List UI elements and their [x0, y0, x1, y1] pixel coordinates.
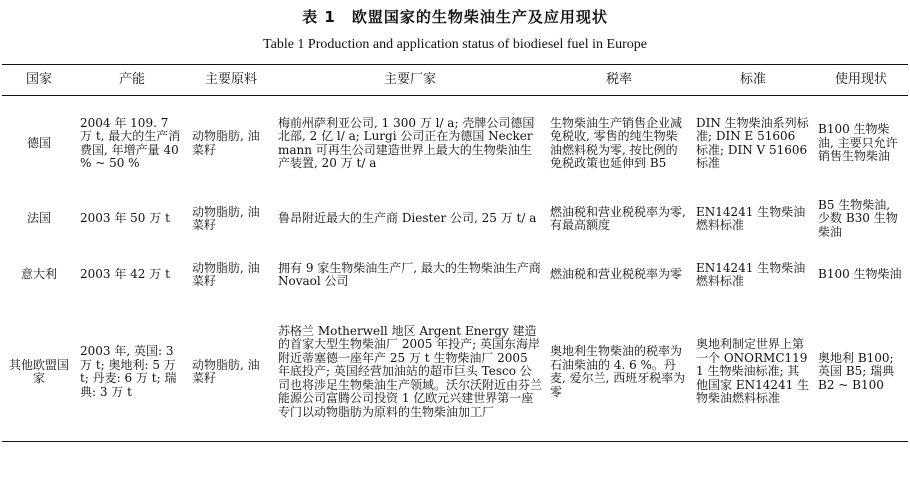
table-title-english: Table 1 Production and application status of biodiesel fuel in Europe [263, 37, 647, 52]
cell-producers: 苏格兰 Motherwell 地区 Argent Energy 建造的首家大型生物柴油厂 2005 年投产; 英国东海岸附近蒂塞德一座年产 25 万 t 生物柴油厂 2005 年底投产; 英国经营加油站的超市巨头 Tesco 公司也将涉足生物柴油生产领域。沃尔沃附近由芬兰能源公司富腾公司投资 1 亿欧元兴建世界第一座专门以动物脂肪为原料的生物柴油加工厂 [278, 323, 543, 419]
table-row [2, 303, 908, 442]
cell-tax: 生物柴油生产销售企业减免税收, 零售的纯生物柴油燃料税为零, 按比例的免税政策也延伸到 B5 [550, 115, 683, 170]
header-capacity: 产能 [118, 72, 145, 88]
header-tax: 税率 [605, 72, 632, 88]
header-material: 主要原料 [204, 72, 257, 88]
cell-country: 德国 [26, 135, 51, 150]
cell-standard: EN14241 生物柴油燃料标准 [696, 204, 806, 232]
cell-standard: EN14241 生物柴油燃料标准 [696, 260, 806, 288]
cell-material: 动物脂肪, 油菜籽 [192, 357, 260, 385]
cell-capacity: 2003 年 50 万 t [80, 211, 170, 226]
cell-standard: 奥地利制定世界上第一个 ONORMC1191 生物柴油标准; 其他国家 EN14241 生物柴油燃料标准 [696, 337, 810, 406]
cell-tax: 燃油税和营业税税率为零, 有最高额度 [550, 204, 686, 232]
cell-capacity: 2003 年, 英国: 3 万 t; 奥地利: 5 万 t; 丹麦: 6 万 t; 瑞典: 3 万 t [80, 344, 177, 399]
header-standard: 标准 [739, 72, 766, 88]
cell-material: 动物脂肪, 油菜籽 [192, 129, 260, 157]
cell-country: 意大利 [20, 267, 57, 282]
cell-producers: 梅前州萨利亚公司, 1 300 万 l/ a; 壳牌公司德国北部, 2 亿 l/ a; Lurgi 公司正在为德国 Neckermann 可再生公司建造世界上最大的生物柴油生产装置, 20 万 t/ a [278, 115, 535, 170]
cell-tax: 燃油税和营业税税率为零 [550, 267, 683, 282]
cell-status: B100 生物柴油, 主要只允许销售生物柴油 [818, 122, 898, 164]
cell-standard: DIN 生物柴油系列标准; DIN E 51606 标准; DIN V 51606标准 [696, 115, 809, 170]
header-country: 国家 [25, 72, 52, 88]
table-header-row [2, 65, 908, 96]
biodiesel-table [2, 64, 908, 442]
table-row [2, 247, 908, 303]
cell-producers: 拥有 9 家生物柴油生产厂, 最大的生物柴油生产商 Novaol 公司 [278, 260, 541, 288]
header-producers: 主要厂家 [383, 72, 436, 88]
cell-material: 动物脂肪, 油菜籽 [192, 260, 260, 288]
header-status: 使用现状 [834, 72, 887, 88]
cell-status: 奥地利 B100; 英国 B5; 瑞典 B2 ~ B100 [818, 350, 895, 392]
cell-country: 法国 [26, 211, 51, 226]
cell-capacity: 2003 年 42 万 t [80, 267, 170, 282]
table-row [2, 96, 908, 192]
cell-status: B100 生物柴油 [818, 267, 902, 282]
cell-producers: 鲁昂附近最大的生产商 Diester 公司, 25 万 t/ a [278, 211, 537, 226]
cell-capacity: 2004 年 109. 7 万 t, 最大的生产消费国, 年增产量 40 % ~ 50 % [80, 115, 181, 170]
cell-tax: 奥地利生物柴油的税率为石油柴油的 4. 6 %。丹麦, 爱尔兰, 西班牙税率为零 [550, 344, 686, 399]
cell-material: 动物脂肪, 油菜籽 [192, 204, 260, 232]
table-row [2, 191, 908, 247]
cell-country: 其他欧盟国家 [8, 357, 69, 385]
table-title-chinese: 表 1 欧盟国家的生物柴油生产及应用现状 [302, 8, 608, 26]
cell-status: B5 生物柴油, 少数 B30 生物柴油 [818, 197, 898, 239]
